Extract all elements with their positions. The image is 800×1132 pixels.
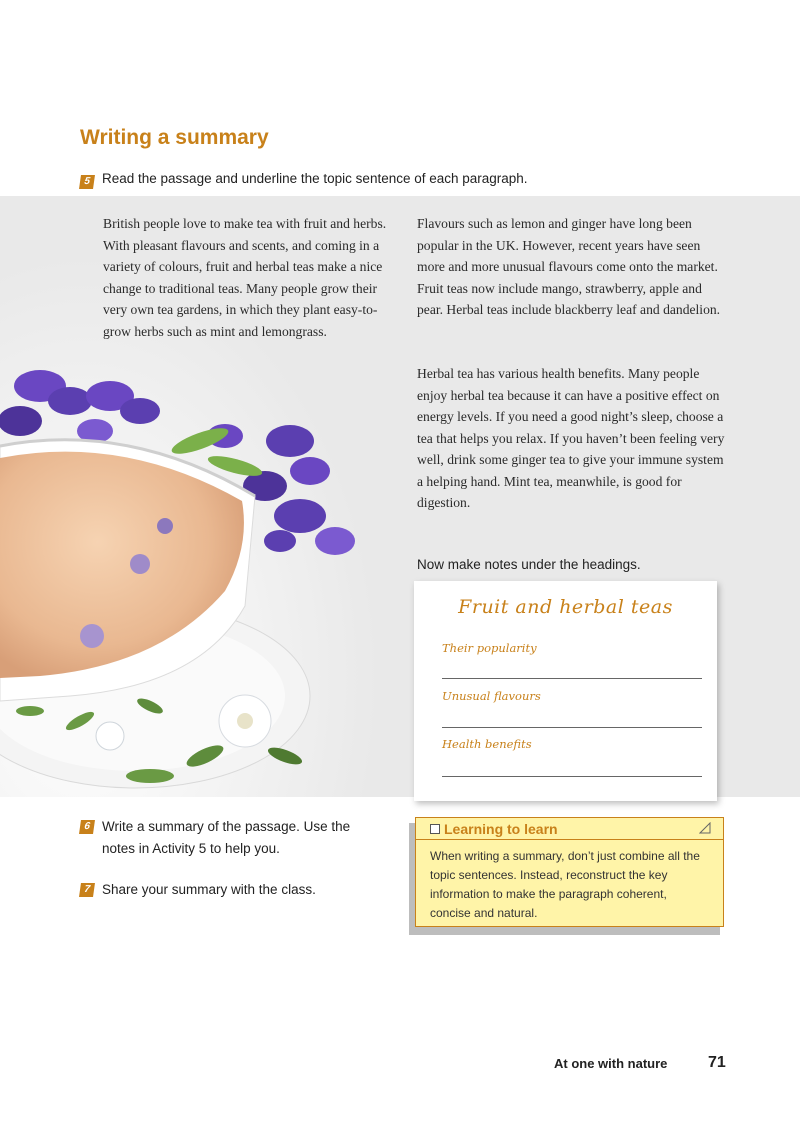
note-heading-popularity: Their popularity (442, 641, 537, 655)
unit-title: At one with nature (554, 1056, 668, 1071)
passage-paragraph-3: Herbal tea has various health benefits. Many people enjoy herbal tea because it can have a positive effect on energy levels. If you need a good night’s sleep, choose a tea that helps you relax. If you haven’t been feeling very well, drink some ginger tea to give your immune system a helping hand. Mint tea, meanwhile, is good for digestion. (417, 366, 725, 510)
note-writing-line[interactable] (442, 727, 702, 728)
note-writing-line[interactable] (442, 678, 702, 679)
section-heading: Writing a summary (80, 126, 269, 149)
activity-number-badge: 5 (79, 175, 95, 189)
learning-box-title: Learning to learn (444, 821, 558, 837)
learning-to-learn-box (415, 817, 724, 927)
activity-7-instruction: Share your summary with the class. (102, 882, 316, 897)
passage-paragraph-2: Flavours such as lemon and ginger have long been popular in the UK. However, recent years have seen more and more unusual flavours come onto the market. Fruit teas now include mango, strawberry, apple and pear. Herbal teas include blackberry leaf and dandelion. (417, 216, 721, 317)
notes-instruction: Now make notes under the headings. (417, 557, 641, 572)
learning-box-text: When writing a summary, don’t just combine all the topic sentences. Instead, reconstruct the key information to make the paragraph coherent, concise and natural. (430, 849, 700, 920)
activity-5 (80, 171, 528, 189)
page-number: 71 (708, 1054, 726, 1071)
learning-box-header (416, 818, 723, 840)
note-heading-health: Health benefits (442, 737, 532, 751)
passage-paragraph-1: British people love to make tea with fruit and herbs. With pleasant flavours and scents, and coming in a variety of colours, fruit and herbal teas make a nice change to traditional teas. Many people grow their very own tea gardens, in which they plant easy-to-grow herbs such as mint and lemongrass. (103, 216, 387, 339)
activity-number-badge: 6 (79, 820, 95, 834)
notes-card (414, 581, 717, 801)
activity-number-badge: 7 (79, 883, 95, 897)
activity-6 (80, 816, 380, 860)
activity-7 (80, 879, 316, 901)
activity-6-instruction: Write a summary of the passage. Use the notes in Activity 5 to help you. (102, 819, 351, 856)
notes-card-title: Fruit and herbal teas (458, 596, 673, 618)
note-writing-line[interactable] (442, 776, 702, 777)
corner-triangle-icon (699, 822, 711, 834)
note-heading-flavours: Unusual flavours (442, 689, 541, 703)
checkbox-icon (430, 824, 440, 834)
activity-5-instruction: Read the passage and underline the topic sentence of each paragraph. (102, 171, 528, 186)
